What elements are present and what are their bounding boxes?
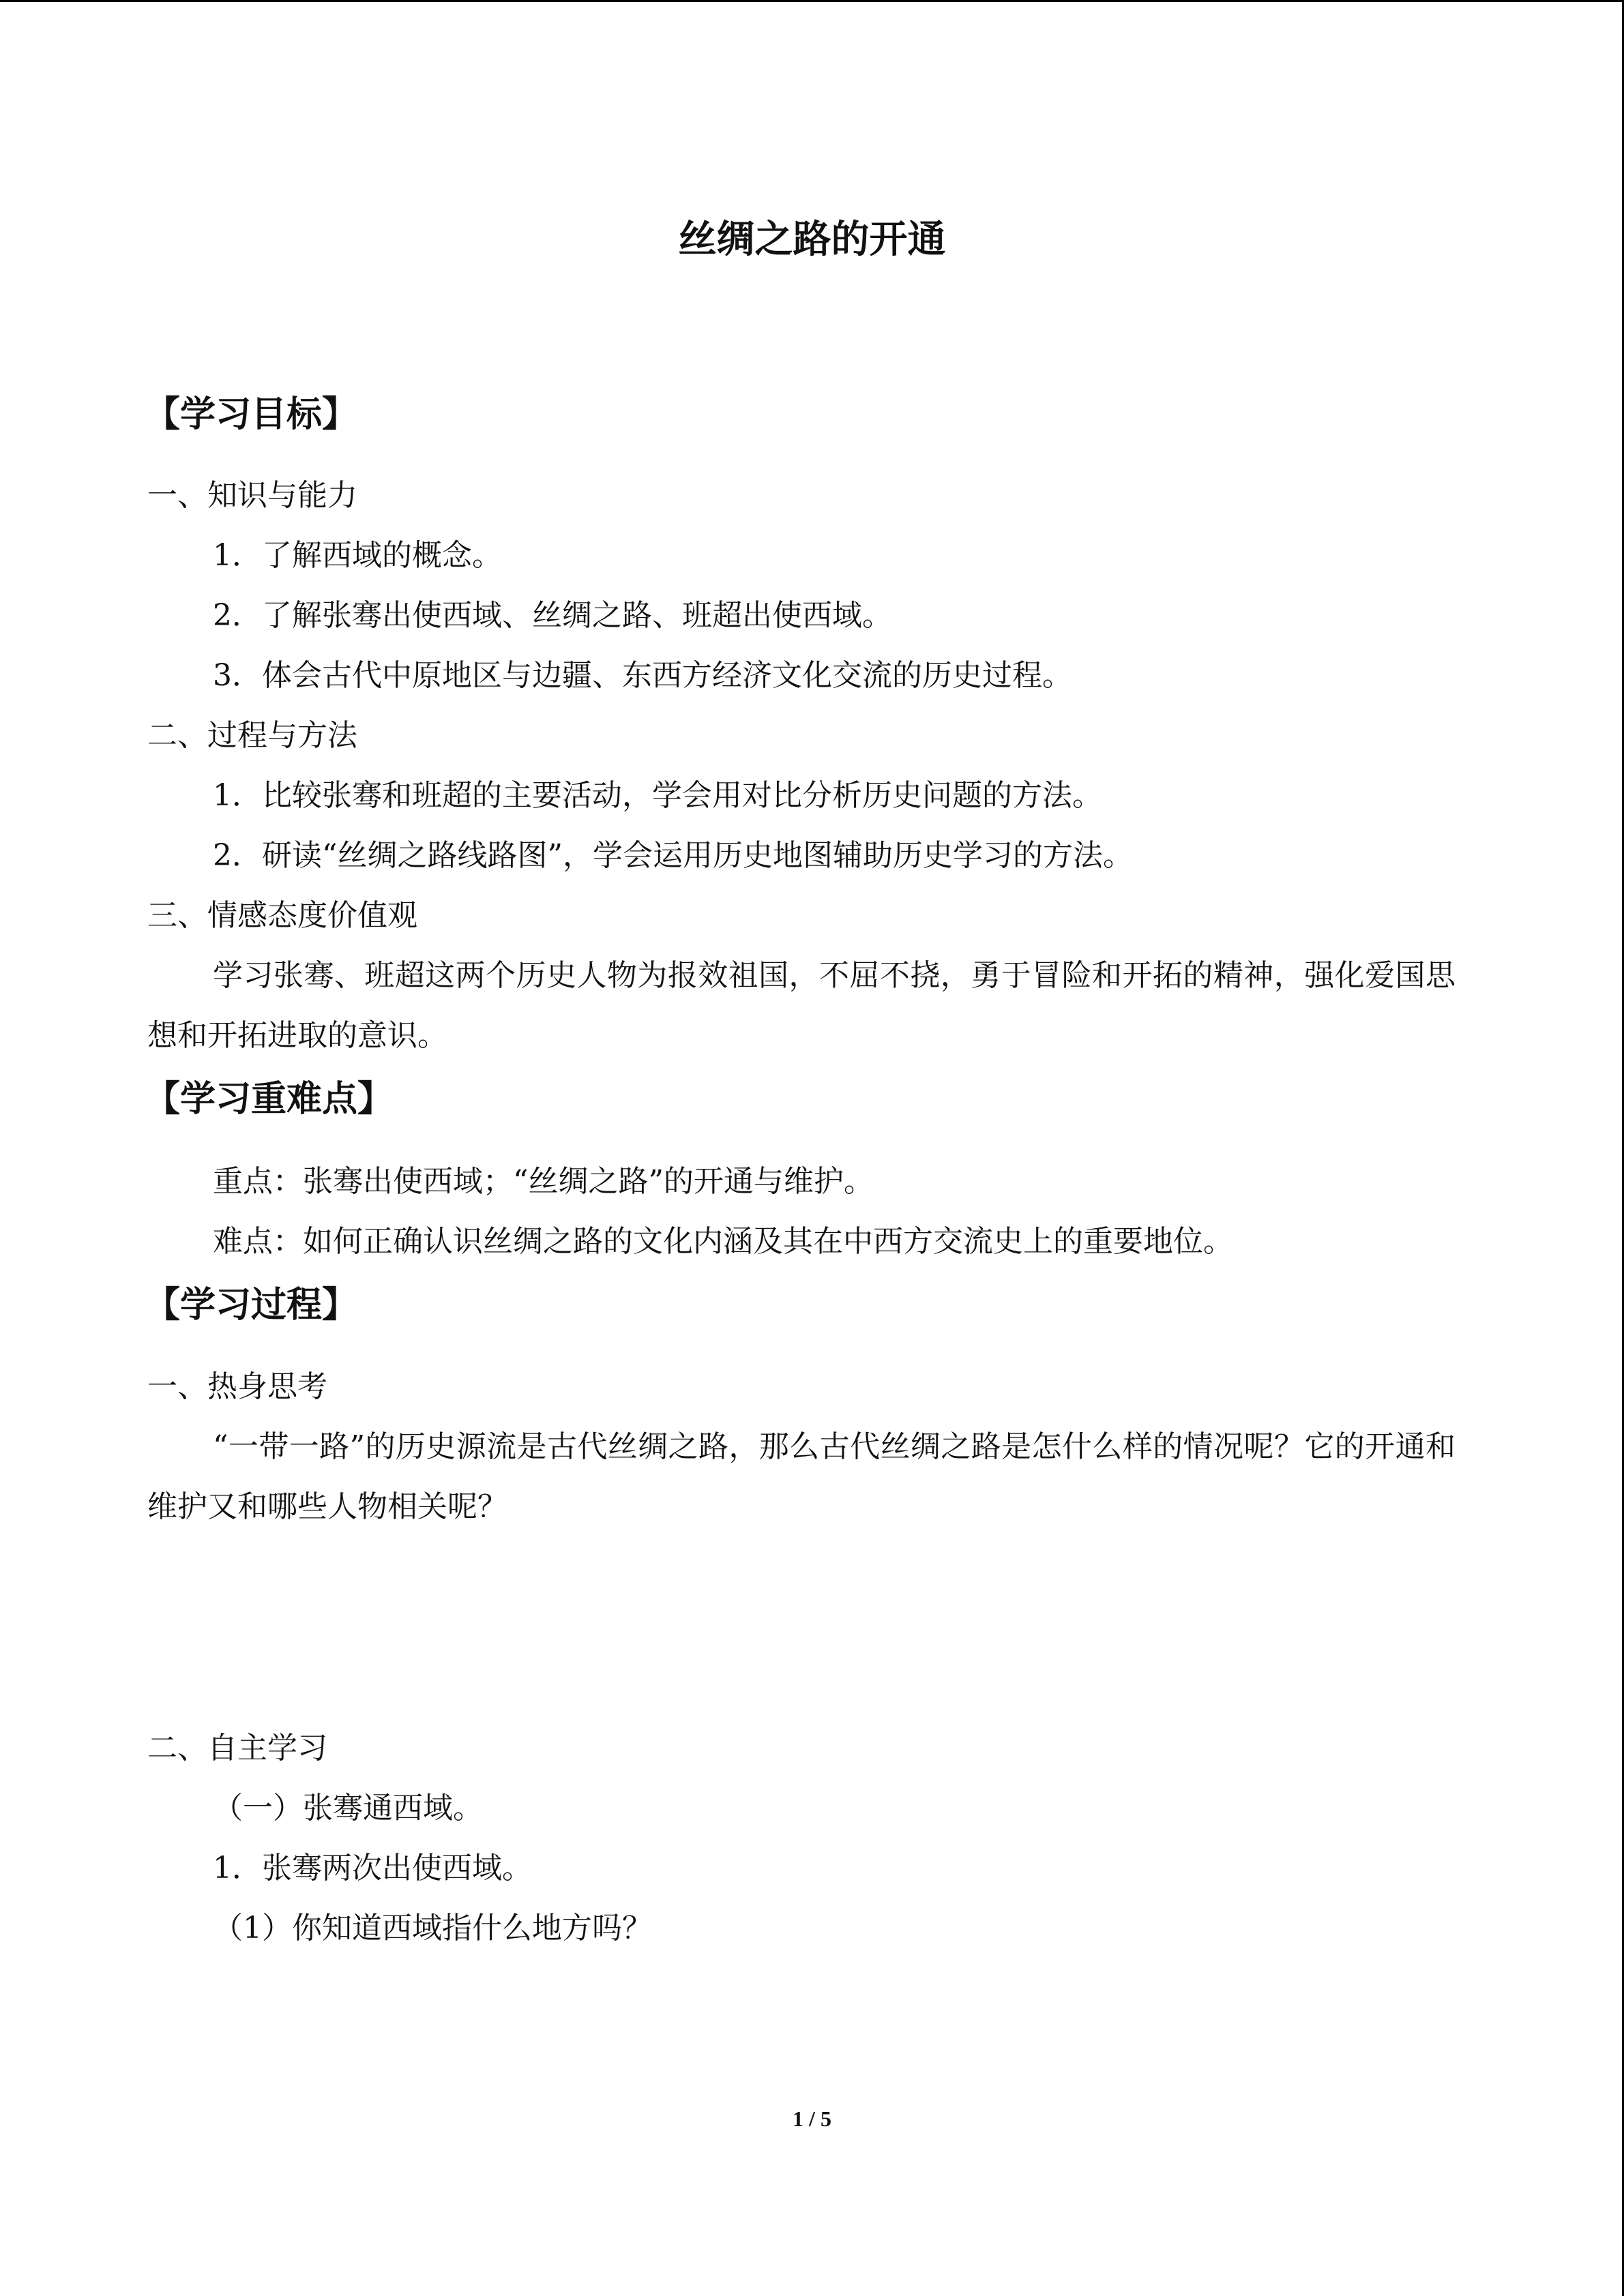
- objectives-part2-label: 二、过程与方法: [147, 718, 357, 753]
- section-heading-objectives: 【学习目标】: [145, 394, 358, 435]
- document-title: 丝绸之路的开通: [678, 218, 946, 262]
- process-warmup-paragraph: “一带一路”的历史源流是古代丝绸之路，那么古代丝绸之路是怎什么样的情况呢？它的开通和维护又和哪些人物相关呢？: [147, 1429, 1456, 1524]
- key-points-focus: 重点：张骞出使西域；“丝绸之路”的开通与维护。: [213, 1164, 874, 1199]
- objectives-part2-item: 1．比较张骞和班超的主要活动，学会用对比分析历史问题的方法。: [213, 778, 1102, 813]
- process-self-study-label: 二、自主学习: [147, 1731, 327, 1765]
- process-self-study-sub2: 1．张骞两次出使西域。: [213, 1851, 532, 1885]
- section-heading-process: 【学习过程】: [145, 1285, 358, 1326]
- objectives-part1-label: 一、知识与能力: [147, 478, 357, 513]
- page-border-top: [0, 0, 1624, 2]
- objectives-part1-item: 2．了解张骞出使西域、丝绸之路、班超出使西域。: [213, 598, 892, 633]
- process-warmup-label: 一、热身思考: [147, 1369, 327, 1404]
- objectives-part3-label: 三、情感态度价值观: [147, 898, 417, 933]
- process-self-study-sub1: （一）张骞通西域。: [213, 1791, 483, 1825]
- objectives-part1-item: 1．了解西域的概念。: [213, 538, 502, 573]
- page-number: 1 / 5: [793, 2106, 831, 2131]
- key-points-difficulty: 难点：如何正确认识丝绸之路的文化内涵及其在中西方交流史上的重要地位。: [213, 1224, 1233, 1259]
- process-self-study-sub3: （1）你知道西域指什么地方吗？: [213, 1911, 652, 1945]
- objectives-part1-item: 3．体会古代中原地区与边疆、东西方经济文化交流的历史过程。: [213, 658, 1072, 693]
- objectives-part3-paragraph: 学习张骞、班超这两个历史人物为报效祖国，不屈不挠，勇于冒险和开拓的精神，强化爱国思想和开拓进取的意识。: [147, 958, 1456, 1053]
- objectives-part2-item: 2．研读“丝绸之路线路图”，学会运用历史地图辅助历史学习的方法。: [213, 838, 1133, 873]
- section-heading-key-points: 【学习重难点】: [145, 1079, 394, 1120]
